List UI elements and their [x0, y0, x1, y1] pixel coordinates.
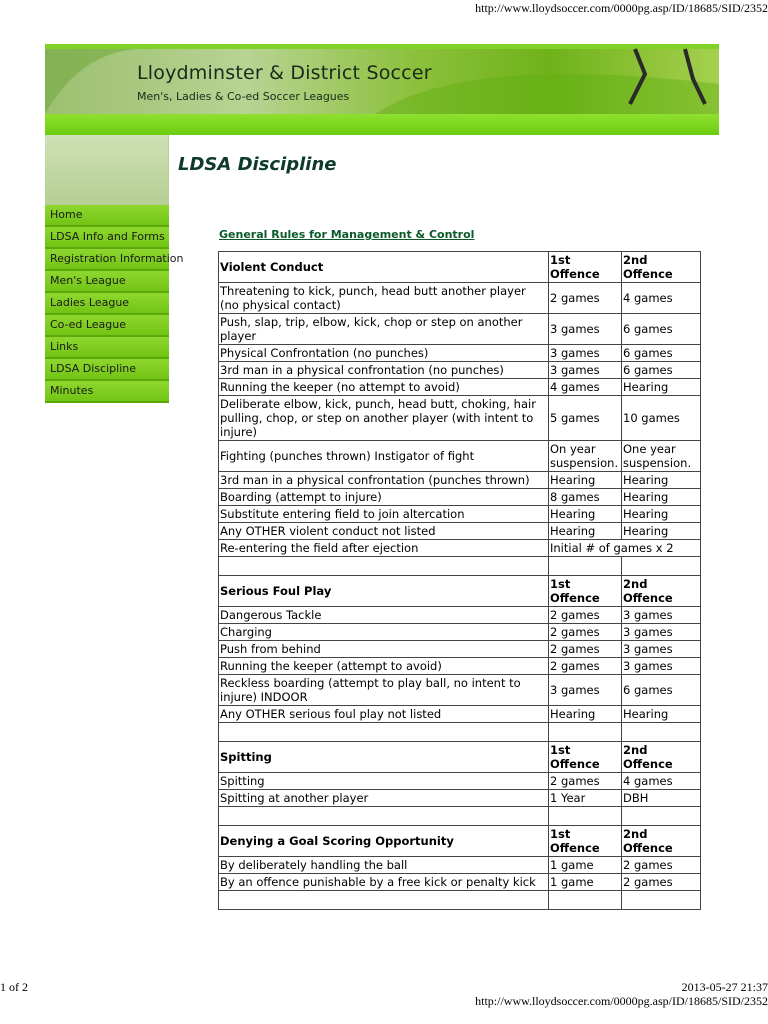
nav-item-home[interactable]: Home: [45, 205, 169, 227]
first-offence-penalty: 1 game: [549, 874, 622, 891]
banner-strip: [45, 114, 719, 135]
second-offence-penalty: 6 games: [622, 675, 701, 706]
print-url-bottom: http://www.lloydsoccer.com/0000pg.asp/ID/18685/SID/2352: [475, 994, 768, 1008]
nav-item-minutes[interactable]: Minutes: [45, 381, 169, 403]
second-offence-penalty: 4 games: [622, 773, 701, 790]
second-offence-penalty: 4 games: [622, 283, 701, 314]
spacer-cell: [622, 807, 701, 826]
spacer-row: [219, 891, 701, 910]
table-row: [219, 441, 701, 472]
second-offence-penalty: 6 games: [622, 362, 701, 379]
first-offence-penalty: On year suspension.: [549, 441, 622, 472]
nav-item-ladies-league[interactable]: Ladies League: [45, 293, 169, 315]
first-offence-penalty: 1 Year: [549, 790, 622, 807]
page-title: LDSA Discipline: [178, 154, 337, 175]
table-row: [219, 345, 701, 362]
sidebar-nav: [45, 205, 184, 403]
second-offence-header: 2nd Offence: [622, 252, 701, 283]
first-offence-penalty: Hearing: [549, 706, 622, 723]
spacer-row: [219, 723, 701, 742]
table-row: [219, 773, 701, 790]
table-row: [219, 658, 701, 675]
second-offence-penalty: Hearing: [622, 472, 701, 489]
nav-item-registration-information[interactable]: Registration Information: [45, 249, 169, 271]
offence-description: Spitting: [219, 773, 549, 790]
second-offence-header: 2nd Offence: [622, 826, 701, 857]
second-offence-penalty: Hearing: [622, 706, 701, 723]
offence-description: 3rd man in a physical confrontation (no punches): [219, 362, 549, 379]
offence-description: Fighting (punches thrown) Instigator of fight: [219, 441, 549, 472]
offence-description: By deliberately handling the ball: [219, 857, 549, 874]
spacer-cell: [219, 557, 549, 576]
first-offence-penalty: Hearing: [549, 523, 622, 540]
second-offence-penalty: 3 games: [622, 641, 701, 658]
offence-description: By an offence punishable by a free kick or penalty kick: [219, 874, 549, 891]
second-offence-penalty: 3 games: [622, 607, 701, 624]
first-offence-penalty: Hearing: [549, 472, 622, 489]
first-offence-penalty: 2 games: [549, 283, 622, 314]
second-offence-penalty: DBH: [622, 790, 701, 807]
table-row: [219, 675, 701, 706]
first-offence-header: 1st Offence: [549, 742, 622, 773]
first-offence-penalty: 3 games: [549, 675, 622, 706]
first-offence-penalty: 2 games: [549, 658, 622, 675]
section-heading: Serious Foul Play: [219, 576, 549, 607]
page-number: 1 of 2: [0, 980, 28, 994]
first-offence-penalty: 2 games: [549, 607, 622, 624]
table-row: [219, 506, 701, 523]
second-offence-penalty: 3 games: [622, 658, 701, 675]
first-offence-penalty: 8 games: [549, 489, 622, 506]
second-offence-header: 2nd Offence: [622, 742, 701, 773]
offence-description: Threatening to kick, punch, head butt another player (no physical contact): [219, 283, 549, 314]
nav-item-ldsa-info-and-forms[interactable]: LDSA Info and Forms: [45, 227, 169, 249]
offence-description: Any OTHER serious foul play not listed: [219, 706, 549, 723]
table-row: [219, 874, 701, 891]
section-heading: Denying a Goal Scoring Opportunity: [219, 826, 549, 857]
spacer-cell: [549, 557, 622, 576]
table-row: [219, 379, 701, 396]
second-offence-penalty: Hearing: [622, 379, 701, 396]
first-offence-penalty: 3 games: [549, 362, 622, 379]
table-row: [219, 540, 701, 557]
first-offence-header: 1st Offence: [549, 252, 622, 283]
first-offence-penalty: 4 games: [549, 379, 622, 396]
section-heading: Spitting: [219, 742, 549, 773]
table-row: [219, 706, 701, 723]
first-offence-penalty: 3 games: [549, 314, 622, 345]
table-row: [219, 790, 701, 807]
first-offence-penalty: 2 games: [549, 624, 622, 641]
print-date: 2013-05-27 21:37: [681, 980, 768, 994]
second-offence-penalty: 2 games: [622, 857, 701, 874]
sidebar-divider: [168, 135, 169, 205]
spacer-row: [219, 807, 701, 826]
print-url-top: http://www.lloydsoccer.com/0000pg.asp/ID/18685/SID/2352: [475, 1, 768, 15]
first-offence-header: 1st Offence: [549, 576, 622, 607]
offence-description: Any OTHER violent conduct not listed: [219, 523, 549, 540]
second-offence-penalty: Hearing: [622, 506, 701, 523]
second-offence-penalty: Hearing: [622, 489, 701, 506]
table-row: [219, 523, 701, 540]
spacer-cell: [622, 723, 701, 742]
second-offence-penalty: 6 games: [622, 345, 701, 362]
second-offence-header: 2nd Offence: [622, 576, 701, 607]
spacer-cell: [219, 723, 549, 742]
offence-description: Running the keeper (no attempt to avoid): [219, 379, 549, 396]
offence-description: Charging: [219, 624, 549, 641]
nav-item-co-ed-league[interactable]: Co-ed League: [45, 315, 169, 337]
table-row: [219, 283, 701, 314]
section-header-row: [219, 576, 701, 607]
general-rules-link[interactable]: General Rules for Management & Control: [219, 228, 475, 241]
first-offence-header: 1st Offence: [549, 826, 622, 857]
section-heading: Violent Conduct: [219, 252, 549, 283]
offence-description: 3rd man in a physical confrontation (punches thrown): [219, 472, 549, 489]
discipline-table: [218, 251, 701, 910]
spacer-cell: [549, 807, 622, 826]
section-header-row: [219, 826, 701, 857]
offence-description: Running the keeper (attempt to avoid): [219, 658, 549, 675]
spacer-cell: [219, 891, 549, 910]
offence-description: Deliberate elbow, kick, punch, head butt, choking, hair pulling, chop, or step on another player (with intent to injure): [219, 396, 549, 441]
spacer-cell: [549, 723, 622, 742]
second-offence-penalty: 3 games: [622, 624, 701, 641]
first-offence-penalty: 3 games: [549, 345, 622, 362]
second-offence-penalty: 10 games: [622, 396, 701, 441]
spacer-row: [219, 557, 701, 576]
section-header-row: [219, 742, 701, 773]
offence-description: Reckless boarding (attempt to play ball, no intent to injure) INDOOR: [219, 675, 549, 706]
second-offence-penalty: 2 games: [622, 874, 701, 891]
offence-description: Substitute entering field to join altercation: [219, 506, 549, 523]
first-offence-penalty: 1 game: [549, 857, 622, 874]
site-banner: [45, 44, 719, 135]
first-offence-penalty: 2 games: [549, 641, 622, 658]
site-subtitle: Men's, Ladies & Co-ed Soccer Leagues: [137, 90, 350, 103]
offence-description: Push from behind: [219, 641, 549, 658]
table-row: [219, 472, 701, 489]
first-offence-penalty: Hearing: [549, 506, 622, 523]
table-row: [219, 624, 701, 641]
spacer-cell: [622, 891, 701, 910]
table-row: [219, 489, 701, 506]
offence-description: Re-entering the field after ejection: [219, 540, 549, 557]
penalty-spanning: Initial # of games x 2: [549, 540, 701, 557]
second-offence-penalty: One year suspension.: [622, 441, 701, 472]
spacer-cell: [622, 557, 701, 576]
offence-description: Boarding (attempt to injure): [219, 489, 549, 506]
nav-item-ldsa-discipline[interactable]: LDSA Discipline: [45, 359, 169, 381]
first-offence-penalty: 5 games: [549, 396, 622, 441]
first-offence-penalty: 2 games: [549, 773, 622, 790]
table-row: [219, 641, 701, 658]
section-header-row: [219, 252, 701, 283]
second-offence-penalty: 6 games: [622, 314, 701, 345]
offence-description: Physical Confrontation (no punches): [219, 345, 549, 362]
table-row: [219, 396, 701, 441]
table-row: [219, 857, 701, 874]
site-title: Lloydminster & District Soccer: [137, 62, 432, 84]
table-row: [219, 607, 701, 624]
offence-description: Dangerous Tackle: [219, 607, 549, 624]
second-offence-penalty: Hearing: [622, 523, 701, 540]
spacer-cell: [219, 807, 549, 826]
offence-description: Push, slap, trip, elbow, kick, chop or step on another player: [219, 314, 549, 345]
offence-description: Spitting at another player: [219, 790, 549, 807]
nav-item-links[interactable]: Links: [45, 337, 169, 359]
table-row: [219, 314, 701, 345]
nav-item-mens-league[interactable]: Men's League: [45, 271, 169, 293]
sidebar-header-panel: [45, 135, 169, 205]
table-row: [219, 362, 701, 379]
spacer-cell: [549, 891, 622, 910]
